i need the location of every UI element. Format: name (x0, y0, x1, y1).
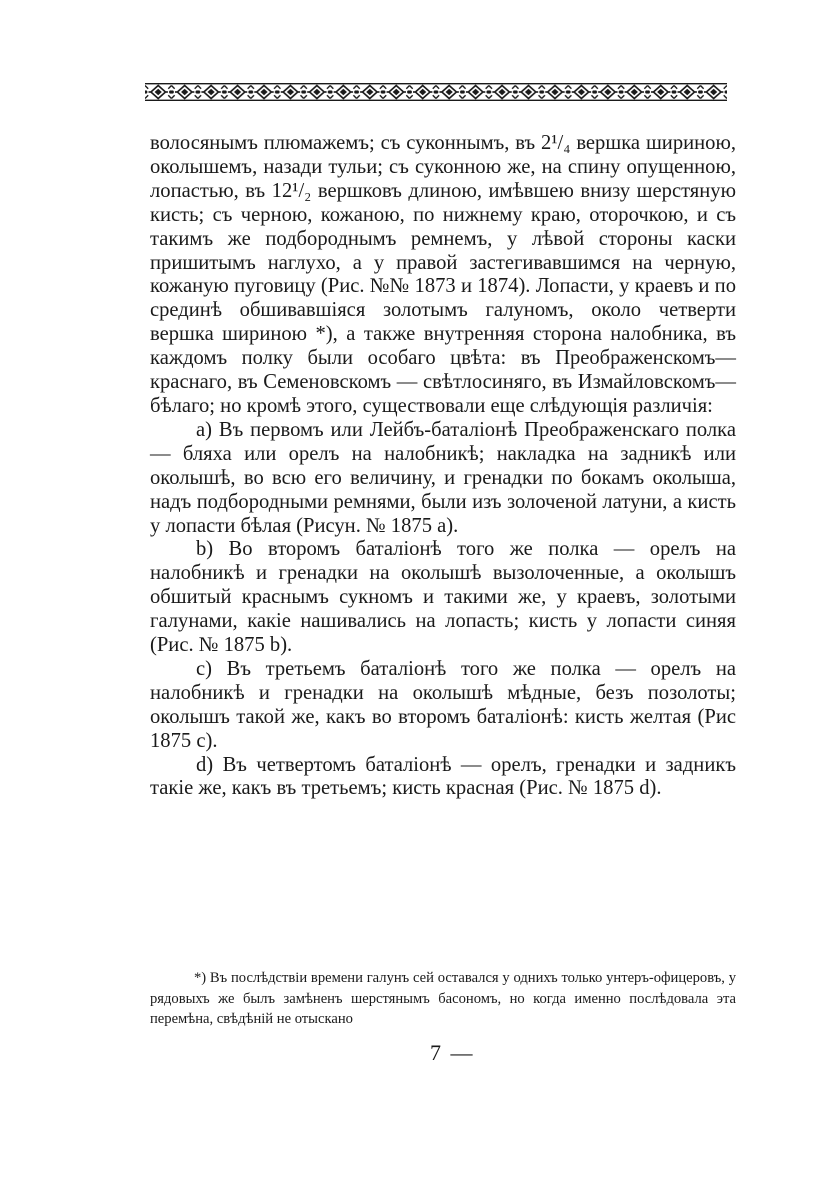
footnote-text: *) Въ послѣдствіи времени галунъ сей оставался у однихъ только унтеръ-офицеровъ, у рядовыхъ же былъ замѣненъ шерстянымъ басономъ, но когда именно послѣдовала эта перемѣна, свѣдѣній не отыскано (150, 970, 736, 1027)
paragraph-item-c: c) Въ третьемъ баталіонѣ того же полка — орелъ на налобникѣ и гренадки на околышѣ мѣдные, безъ позолоты; околышъ такой же, какъ во второмъ баталіонѣ: кисть желтая (Рис 1875 c). (150, 657, 736, 752)
page-number: 7 — (430, 1040, 475, 1065)
main-text (150, 132, 736, 801)
paragraph-item-d: d) Въ четвертомъ баталіонѣ — орелъ, гренадки и задникъ такіе же, какъ въ третьемъ; кисть красная (Рис. № 1875 d). (150, 753, 736, 800)
paragraph: волосянымъ плюмажемъ; съ суконнымъ, въ 2¹/₄ вершка шириною, околышемъ, назади тульи; съ суконною же, на спину опущенною, лопастью, въ 12¹/₂ вершковъ длиною, имѣвшею внизу шерстяную кисть; съ черною, кожаною, по нижнему краю, оторочкою, и съ такимъ же подбороднымъ ремнемъ, у лѣвой стороны каски пришитымъ наглухо, а у правой застегивавшимся на черную, кожаную пуговицу (Рис. №№ 1873 и 1874). Лопасти, у краевъ и по срединѣ обшивавшіяся золотымъ галуномъ, около четверти вершка шириною *), а также внутренняя сторона налобника, въ каждомъ полку были особаго цвѣта: въ Преображенскомъ— краснаго, въ Семеновскомъ — свѣтлосиняго, въ Измайловскомъ—бѣлаго; но кромѣ этого, существовали еще слѣдующія различія: (150, 132, 736, 417)
footnote (150, 968, 736, 1030)
paragraph-item-a: a) Въ первомъ или Лейбъ-баталіонѣ Преображенскаго полка — бляха или орелъ на налобникѣ; накладка на задникѣ или околышѣ, во всю его величину, и гренадки по бокамъ околыша, надъ подбородными ремнями, были изъ золоченой латуни, а кисть у лопасти бѣлая (Рисун. № 1875 a). (150, 418, 736, 537)
paragraph-item-b: b) Во второмъ баталіонѣ того же полка — орелъ на налобникѣ и гренадки на околышѣ вызолоченные, а околышъ обшитый краснымъ сукномъ и такими же, у краевъ, золотыми галунами, какіе нашивались на лопасть; кисть у лопасти синяя (Рис. № 1875 b). (150, 538, 736, 657)
ornamental-border-icon (145, 80, 727, 104)
